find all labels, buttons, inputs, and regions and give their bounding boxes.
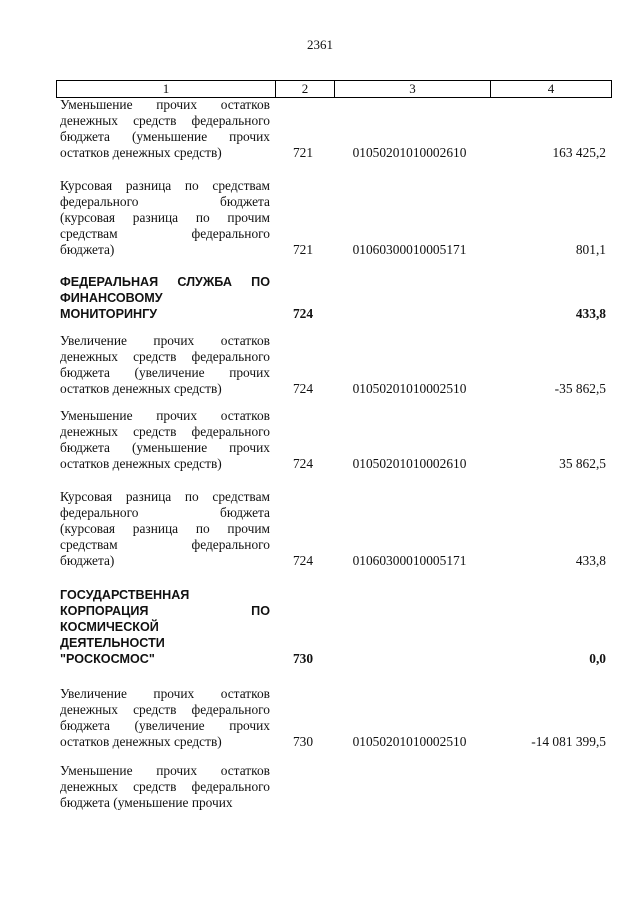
row-amount: 433,8 [575,306,606,322]
description-line: средствам федерального [60,226,270,242]
row-kbk: 01050201010002510 [352,381,467,397]
row-code: 724 [292,456,314,472]
table-header [56,80,612,98]
description-line: денежных средств федерального [60,349,270,365]
row-amount: 163 425,2 [552,145,606,161]
row-code: 724 [292,553,314,569]
row-kbk: 01060300010005171 [352,242,467,258]
description-line: (курсовая разница по прочим [60,210,270,226]
table-row [56,686,610,750]
row-kbk: 01060300010005171 [352,553,467,569]
header-col-2: 2 [275,81,334,97]
row-amount: 433,8 [575,553,606,569]
description-line: ГОСУДАРСТВЕННАЯ [60,588,190,602]
row-code: 730 [292,651,314,667]
description-line: бюджета (уменьшение прочих [60,129,270,145]
row-amount: 35 862,5 [559,456,606,472]
description-line: Уменьшение прочих остатков [60,408,270,423]
description-line: ДЕЯТЕЛЬНОСТИ [60,636,165,651]
row-description [60,274,270,322]
description-line: Увеличение прочих остатков [60,686,270,701]
description-line: остатков денежных средств) [60,734,222,750]
description-line: федерального бюджета [60,194,270,210]
row-kbk: 01050201010002610 [352,456,467,472]
header-col-4: 4 [490,81,611,97]
table-row [56,178,610,259]
description-line: КОРПОРАЦИЯ ПО [60,604,270,619]
description-line: денежных средств федерального [60,779,270,795]
description-line: остатков денежных средств) [60,381,222,397]
page-number: 2361 [307,37,333,52]
description-line: денежных средств федерального [60,702,270,718]
table-row [56,489,610,570]
row-description [60,587,270,667]
row-amount: 801,1 [575,242,606,258]
description-line: "РОСКОСМОС" [60,652,155,667]
table-row [56,333,610,397]
description-line: бюджета (уменьшение прочих [60,440,270,456]
row-amount: -35 862,5 [554,381,606,397]
table-row [56,274,610,322]
table-row [56,587,610,668]
description-line: бюджета (увеличение прочих [60,718,270,734]
row-code: 730 [292,734,314,750]
description-line: средствам федерального [60,537,270,553]
description-line: остатков денежных средств) [60,145,222,161]
description-line: МОНИТОРИНГУ [60,307,158,322]
description-line: (курсовая разница по прочим [60,521,270,537]
row-code: 724 [292,381,314,397]
description-line: ФИНАНСОВОМУ [60,291,163,306]
row-kbk: 01050201010002610 [352,145,467,161]
header-col-1: 1 [162,81,170,96]
row-description [60,333,270,397]
description-line: бюджета (уменьшение прочих [60,795,233,811]
description-line: денежных средств федерального [60,113,270,129]
row-code: 724 [292,306,314,322]
row-description [60,408,270,472]
description-line: КОСМИЧЕСКОЙ [60,620,159,635]
description-line: Курсовая разница по средствам [60,178,270,193]
description-line: ФЕДЕРАЛЬНАЯ СЛУЖБА ПО [60,275,270,289]
row-code: 721 [292,242,314,258]
row-kbk: 01050201010002510 [352,734,467,750]
description-line: федерального бюджета [60,505,270,521]
description-line: денежных средств федерального [60,424,270,440]
description-line: Уменьшение прочих остатков [60,763,270,778]
description-line: бюджета) [60,553,115,569]
row-amount: 0,0 [589,651,606,667]
description-line: Уменьшение прочих остатков [60,97,270,112]
row-code: 721 [292,145,314,161]
table-row [56,408,610,472]
row-description [60,178,270,258]
header-col-3: 3 [334,81,490,97]
description-line: Увеличение прочих остатков [60,333,270,348]
table-row [56,763,610,811]
description-line: остатков денежных средств) [60,456,222,472]
row-description [60,97,270,161]
row-description [60,763,270,811]
row-amount: -14 081 399,5 [531,734,606,750]
row-description [60,489,270,569]
row-description [60,686,270,750]
table-row [56,97,610,161]
description-line: Курсовая разница по средствам [60,489,270,504]
description-line: бюджета (увеличение прочих [60,365,270,381]
description-line: бюджета) [60,242,115,258]
